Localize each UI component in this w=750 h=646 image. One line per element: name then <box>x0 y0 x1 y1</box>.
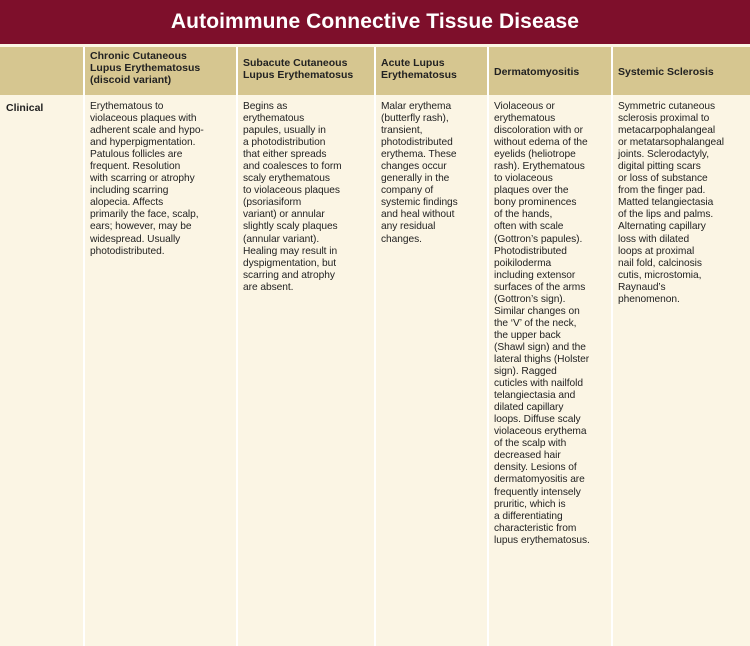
text-line: pruritic, which is <box>494 498 566 510</box>
text-line: violaceous plaques with <box>90 113 197 125</box>
text-line: the upper back <box>494 329 561 341</box>
text-line: without edema of the <box>494 137 588 149</box>
text-line: digital pitting scars <box>618 161 701 173</box>
text-line: dyspigmentation, but <box>243 257 337 269</box>
text-line: widespread. Usually <box>90 233 181 245</box>
text-line: ears; however, may be <box>90 221 192 233</box>
text-line: Begins as <box>243 101 288 112</box>
text-line: (psoriasiform <box>243 197 302 209</box>
header-dermatomyositis: Dermatomyositis <box>494 66 580 78</box>
text-line: and heal without <box>381 209 455 221</box>
text-line: density. Lesions of <box>494 462 577 474</box>
text-line: photodistributed. <box>90 245 165 257</box>
text-line: to violaceous plaques <box>243 185 340 197</box>
text-line: Violaceous or <box>494 101 555 112</box>
text-line: changes. <box>381 233 422 245</box>
text-line: poikiloderma <box>494 257 552 269</box>
text-line: or loss of substance <box>618 173 708 185</box>
text-line: primarily the face, scalp, <box>90 209 199 221</box>
cell-dermatomyositis <box>494 101 611 547</box>
text-line: including scarring <box>90 185 169 197</box>
column-divider <box>83 47 85 646</box>
text-line: adherent scale and hypo- <box>90 125 204 137</box>
text-line: papules, usually in <box>243 125 326 137</box>
text-line: (butterfly rash), <box>381 113 449 125</box>
row-label-clinical: Clinical <box>6 102 44 114</box>
text-line: Similar changes on <box>494 305 580 317</box>
text-line: a differentiating <box>494 510 563 522</box>
text-line: changes occur <box>381 161 447 173</box>
text-line: sclerosis proximal to <box>618 113 710 125</box>
text-line: telangiectasia and <box>494 390 576 402</box>
text-line: company of <box>381 185 434 197</box>
text-line: to violaceous <box>494 173 553 185</box>
text-line: discoloration with or <box>494 125 583 137</box>
text-line: slightly scaly plaques <box>243 221 338 233</box>
text-line: often with scale <box>494 221 564 233</box>
text-line: Photodistributed <box>494 245 567 257</box>
text-line: (Shawl sign) and the <box>494 341 586 353</box>
text-line: (Gottron’s sign). <box>494 293 566 305</box>
text-line: characteristic from <box>494 522 577 534</box>
text-line: with scarring or atrophy <box>90 173 195 185</box>
text-line: phenomenon. <box>618 293 680 305</box>
text-line: frequently intensely <box>494 486 581 498</box>
text-line: sign). Ragged <box>494 366 557 378</box>
text-line: erythema. These <box>381 149 457 161</box>
text-line: loops. Diffuse scaly <box>494 414 581 426</box>
text-line: erythematous <box>494 113 556 125</box>
text-line: (Gottron’s papules). <box>494 233 583 245</box>
header-subacute-cutaneous-lupus: Subacute Cutaneous Lupus Erythematosus <box>243 57 354 81</box>
text-line: including extensor <box>494 269 576 281</box>
text-line: Alternating capillary <box>618 221 706 233</box>
text-line: scarring and atrophy <box>243 269 335 281</box>
text-line: Symmetric cutaneous <box>618 101 716 112</box>
text-line: lateral thighs (Holster <box>494 353 590 365</box>
text-line: and hyperpigmentation. <box>90 137 196 149</box>
text-line: photodistributed <box>381 137 453 149</box>
cell-acute-lupus <box>381 101 487 246</box>
text-line: that either spreads <box>243 149 327 161</box>
text-line: Erythematous to <box>90 101 164 112</box>
text-line: cutis, microstomia, <box>618 269 702 281</box>
text-line: loops at proximal <box>618 245 695 257</box>
text-line: erythematous <box>243 113 305 125</box>
text-line: a photodistribution <box>243 137 326 149</box>
table-title: Autoimmune Connective Tissue Disease <box>0 0 750 44</box>
text-line: and coalesces to form <box>243 161 342 173</box>
text-line: lupus erythematosus. <box>494 534 590 546</box>
text-line: systemic findings <box>381 197 458 209</box>
cell-subacute-cutaneous-lupus <box>243 101 374 294</box>
text-line: eyelids (heliotrope <box>494 149 576 161</box>
header-systemic-sclerosis: Systemic Sclerosis <box>618 66 714 78</box>
column-divider <box>236 47 238 646</box>
cell-chronic-cutaneous-lupus <box>90 101 236 258</box>
text-line: cuticles with nailfold <box>494 378 583 390</box>
text-line: Malar erythema <box>381 101 452 112</box>
column-divider <box>611 47 613 646</box>
text-line: bony prominences <box>494 197 577 209</box>
text-line: of the lips and palms. <box>618 209 714 221</box>
text-line: or metatarsophalangeal <box>618 137 724 149</box>
text-line: any residual <box>381 221 436 233</box>
text-line: Raynaud’s <box>618 281 666 293</box>
text-line: from the finger pad. <box>618 185 706 197</box>
column-divider <box>487 47 489 646</box>
text-line: scaly erythematous <box>243 173 330 185</box>
text-line: rash). Erythematous <box>494 161 585 173</box>
text-line: frequent. Resolution <box>90 161 181 173</box>
text-line: decreased hair <box>494 450 561 462</box>
text-line: plaques over the <box>494 185 569 197</box>
text-line: nail fold, calcinosis <box>618 257 702 269</box>
text-line: metacarpophalangeal <box>618 125 716 137</box>
text-line: of the scalp with <box>494 438 567 450</box>
text-line: surfaces of the arms <box>494 281 586 293</box>
text-line: Healing may result in <box>243 245 338 257</box>
text-line: (annular variant). <box>243 233 320 245</box>
text-line: are absent. <box>243 281 294 293</box>
text-line: violaceous erythema <box>494 426 587 438</box>
text-line: alopecia. Affects <box>90 197 164 209</box>
text-line: loss with dilated <box>618 233 690 245</box>
text-line: Patulous follicles are <box>90 149 183 161</box>
text-line: of the hands, <box>494 209 553 221</box>
text-line: variant) or annular <box>243 209 325 221</box>
text-line: transient, <box>381 125 423 137</box>
header-acute-lupus: Acute Lupus Erythematosus <box>381 57 457 81</box>
text-line: joints. Sclerodactyly, <box>618 149 709 161</box>
text-line: dermatomyositis are <box>494 474 585 486</box>
cell-systemic-sclerosis <box>618 101 749 306</box>
header-chronic-cutaneous-lupus: Chronic Cutaneous Lupus Erythematosus (discoid variant) <box>90 50 201 86</box>
column-divider <box>374 47 376 646</box>
text-line: the ‘V’ of the neck, <box>494 317 577 329</box>
text-line: dilated capillary <box>494 402 564 414</box>
text-line: Matted telangiectasia <box>618 197 714 209</box>
text-line: generally in the <box>381 173 450 185</box>
